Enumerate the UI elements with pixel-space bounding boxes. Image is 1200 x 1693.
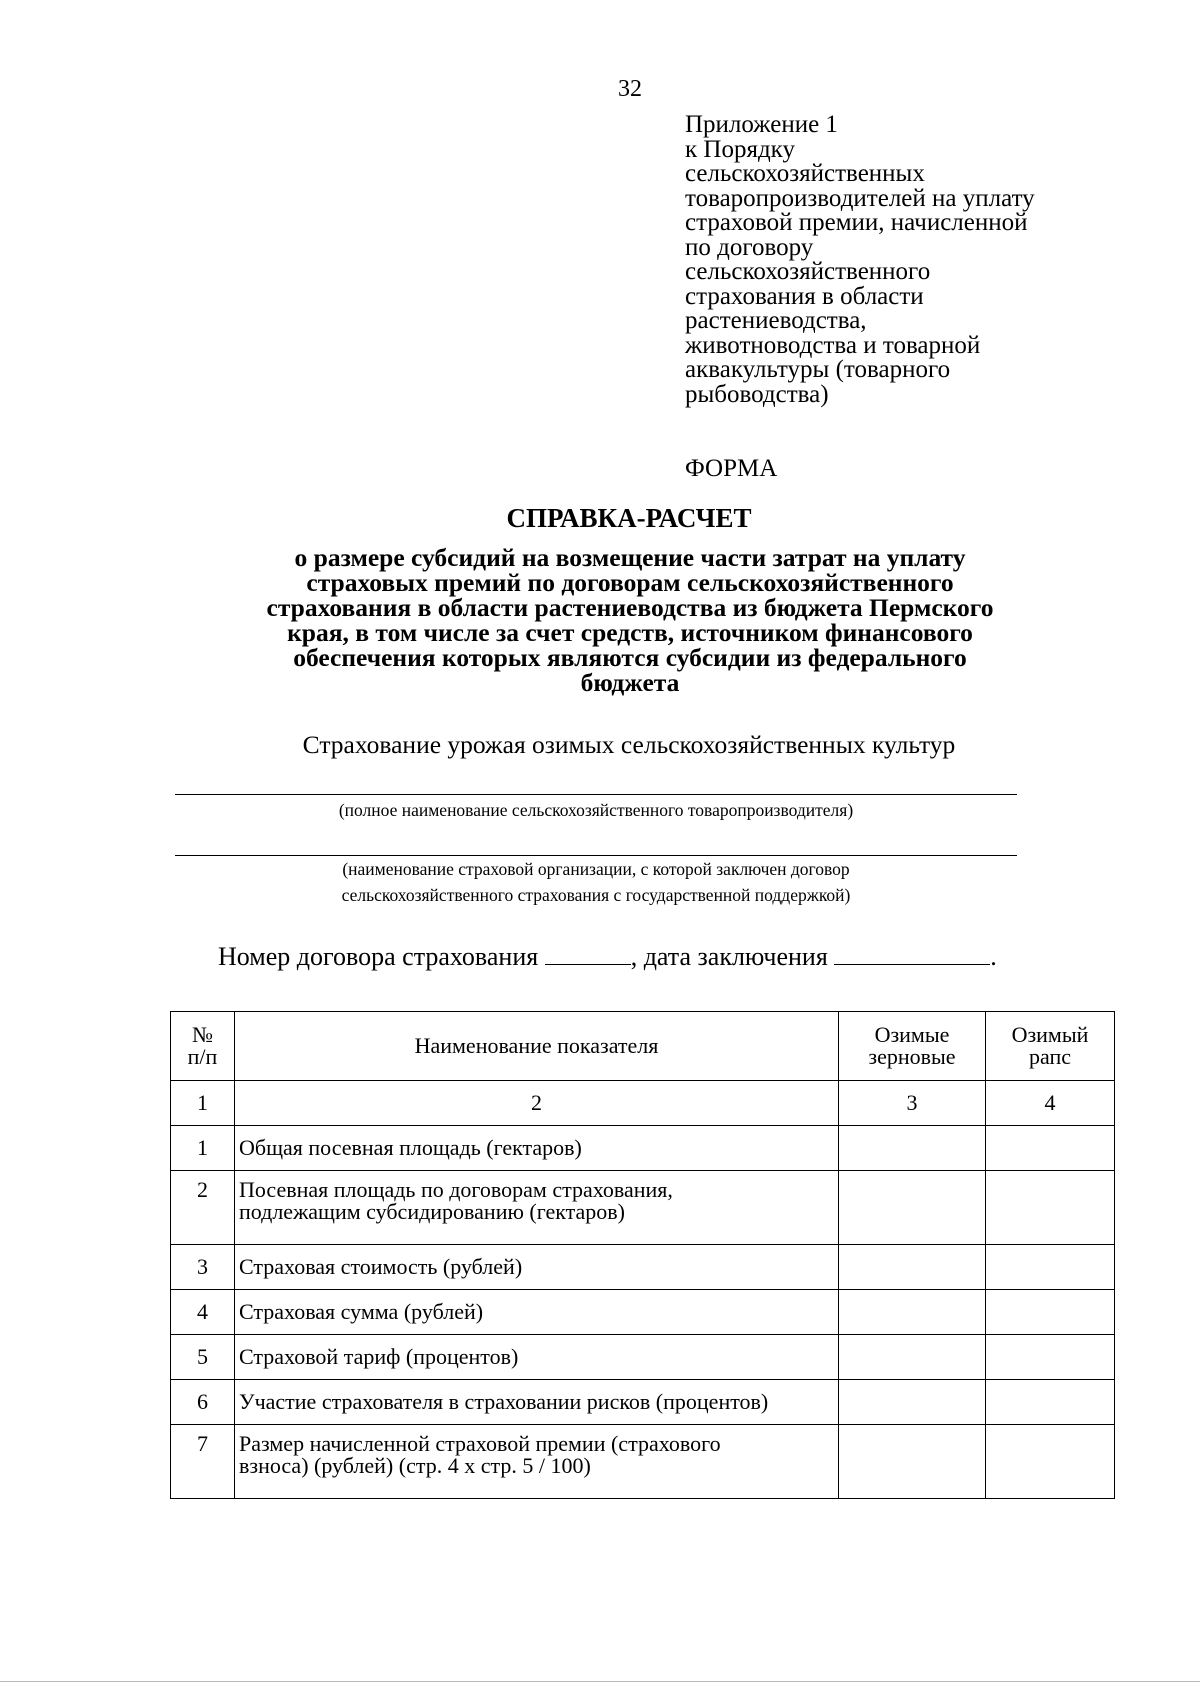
contract-number-label: Номер договора страхования [218,942,539,971]
row-indicator [235,1245,839,1290]
row-indicator-line1: Участие страхователя в страховании рисков (процентов) [239,1389,769,1414]
subtitle-line: бюджета [580,668,680,697]
header-num-line2: п/п [187,1044,218,1069]
producer-name-line [175,794,1017,795]
calculation-table [170,1011,1115,1499]
row-value-col3[interactable] [839,1335,986,1380]
row-value-col3[interactable] [839,1380,986,1425]
row-value-col4[interactable] [986,1335,1115,1380]
row-value-col3[interactable] [839,1425,986,1499]
appendix-block [685,113,1105,407]
row-indicator-line2: взноса) (рублей) (стр. 4 x стр. 5 / 100) [239,1453,591,1478]
row-value-col3[interactable] [839,1245,986,1290]
contract-line [218,942,997,972]
insurer-caption-line1: (наименование страховой организации, с которой заключен договор [342,859,850,879]
row-number: 6 [171,1380,235,1425]
row-number: 1 [171,1126,235,1171]
document-subtitle [210,545,1050,695]
table-row [171,1245,1115,1290]
row-number: 2 [171,1171,235,1245]
row-indicator-line1: Посевная площадь по договорам страхования, [239,1177,673,1202]
row-number: 4 [171,1290,235,1335]
appendix-line: по договору [685,233,814,261]
contract-end: . [990,942,997,971]
subtitle-line: страхования в области растениеводства из бюджета Пермского [266,593,994,622]
form-label: ФОРМА [685,455,778,482]
row-value-col4[interactable] [986,1171,1115,1245]
table-row [171,1290,1115,1335]
appendix-line: сельскохозяйственного [685,258,931,285]
row-value-col4[interactable] [986,1245,1115,1290]
page-number: 32 [618,76,642,102]
appendix-line: сельскохозяйственных [685,160,925,187]
row-value-col4[interactable] [986,1126,1115,1171]
row-indicator [235,1380,839,1425]
row-indicator-line2: подлежащим субсидированию (гектаров) [239,1199,625,1224]
index-cell: 3 [839,1081,986,1126]
appendix-line: страховой премии, начисленной [685,209,1028,236]
row-value-col4[interactable] [986,1425,1115,1499]
insurer-caption-line2: сельскохозяйственного страхования с государственной поддержкой) [341,885,851,905]
row-indicator [235,1425,839,1499]
contract-number-blank [545,942,631,965]
contract-date-label: , дата заключения [630,942,828,971]
subtitle-line: о размере субсидий на возмещение части затрат на уплату [294,543,966,572]
header-col3-line1: Озимые [874,1022,950,1047]
row-number: 3 [171,1245,235,1290]
table-row [171,1335,1115,1380]
row-indicator-line1: Страховая стоимость (рублей) [239,1254,523,1279]
table-row [171,1380,1115,1425]
row-value-col3[interactable] [839,1290,986,1335]
row-number: 7 [171,1425,235,1499]
appendix-line: к Порядку [685,135,795,163]
insurance-type: Страхование урожая озимых сельскохозяйственных культур [302,730,956,759]
row-indicator-line1: Страховая сумма (рублей) [239,1299,484,1324]
header-col4-line2: рапс [1028,1044,1071,1069]
contract-date-blank [834,942,990,965]
producer-caption: (полное наименование сельскохозяйственного товаропроизводителя) [338,800,854,820]
row-indicator [235,1171,839,1245]
subtitle-line: края, в том числе за счет средств, источником финансового [287,618,973,647]
scan-bottom-edge [0,1681,1200,1682]
index-cell: 4 [986,1081,1115,1126]
header-col4 [986,1012,1115,1081]
row-value-col3[interactable] [839,1171,986,1245]
row-number: 5 [171,1335,235,1380]
table-row [171,1126,1115,1171]
row-indicator-line1: Размер начисленной страховой премии (страхового [239,1431,721,1456]
header-col4-line1: Озимый [1011,1022,1089,1047]
table-row [171,1171,1115,1245]
header-col3 [839,1012,986,1081]
row-indicator-line1: Страховой тариф (процентов) [239,1344,519,1369]
subtitle-line: страховых премий по договорам сельскохозяйственного [306,568,954,597]
appendix-line: страхования в области [685,282,924,310]
row-value-col4[interactable] [986,1380,1115,1425]
appendix-line: товаропроизводителей на уплату [685,184,1035,212]
index-cell: 2 [235,1081,839,1126]
column-index-row [171,1081,1115,1126]
header-num [171,1012,235,1081]
header-num-line1: № [192,1022,213,1047]
document-title: СПРАВКА-РАСЧЕТ [506,503,752,533]
appendix-line: рыбоводства) [685,380,829,408]
subtitle-line: обеспечения которых являются субсидии из федерального [293,643,967,672]
row-indicator [235,1126,839,1171]
row-value-col3[interactable] [839,1126,986,1171]
row-indicator-line1: Общая посевная площадь (гектаров) [239,1135,582,1160]
table-header-row [171,1012,1115,1081]
row-value-col4[interactable] [986,1290,1115,1335]
appendix-line: животноводства и товарной [685,331,981,359]
row-indicator [235,1290,839,1335]
appendix-line: Приложение 1 [685,111,838,138]
appendix-line: растениеводства, [685,307,867,334]
header-name: Наименование показателя [235,1012,839,1081]
row-indicator [235,1335,839,1380]
header-col3-line2: зерновые [868,1044,956,1069]
table-row [171,1425,1115,1499]
appendix-line: аквакультуры (товарного [685,356,951,383]
index-cell: 1 [171,1081,235,1126]
